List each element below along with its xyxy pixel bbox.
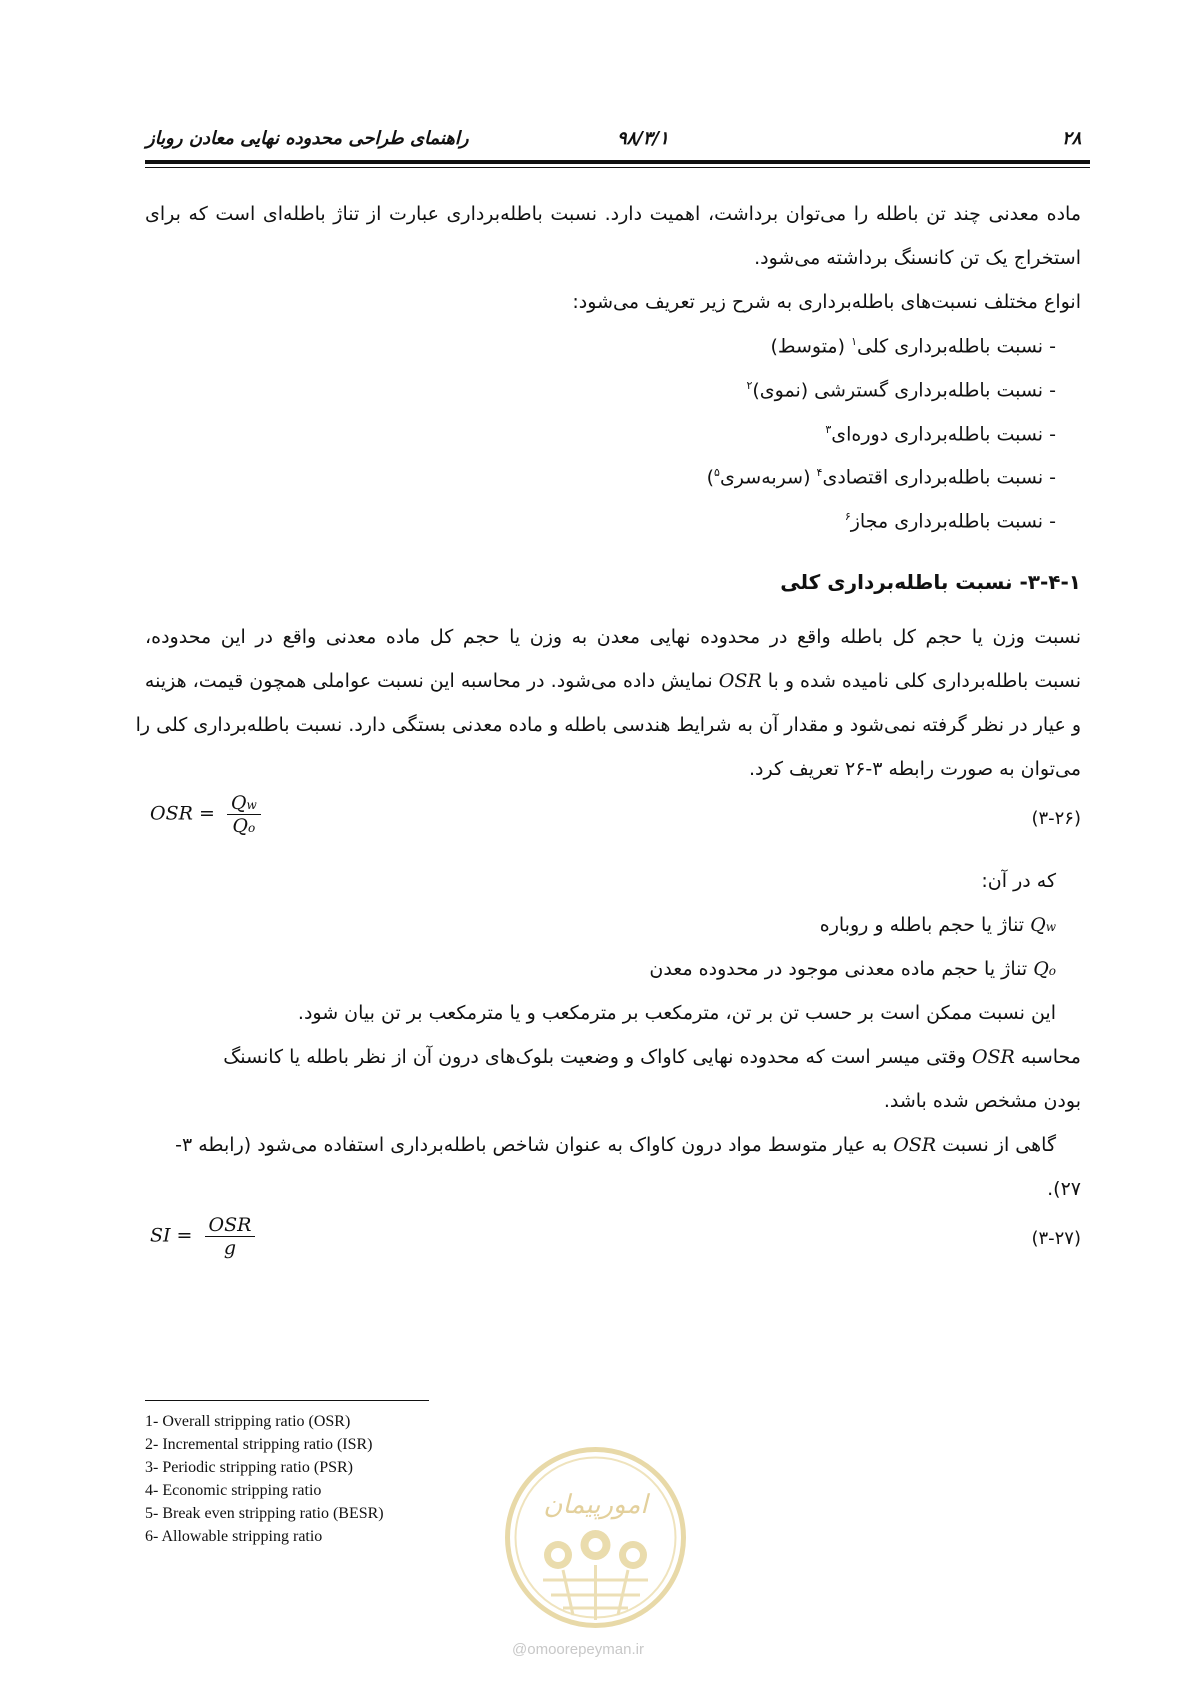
paragraph-2-line-2: نسبت باطله‌برداری کلی نامیده شده و با OSR نمایش داده می‌شود. در محاسبه این نسبت عواملی همچون قیمت، هزینه xyxy=(144,670,1081,692)
watermark-website: @omoorepeyman.ir xyxy=(512,1641,644,1658)
section-heading: ۳-۴-۱- نسبت باطله‌برداری کلی xyxy=(780,570,1081,594)
type-item-2: - نسبت باطله‌برداری گسترشی (نموی)$^۲$ xyxy=(746,379,1056,402)
type-item-1: - نسبت باطله‌برداری کلی$^۱$ (متوسط) xyxy=(770,335,1056,358)
unit-note: این نسبت ممکن است بر حسب تن بر تن، مترمکعب بر مترمکعب و یا مترمکعب بر تن بیان شود. xyxy=(297,1002,1056,1024)
paragraph-2-line-4: می‌توان به صورت رابطه ۳-۲۶ تعریف کرد. xyxy=(748,758,1081,780)
paragraph-4-line-2: ۲۷). xyxy=(1047,1178,1081,1200)
paragraph-4-line-1: گاهی از نسبت OSR به عیار متوسط مواد درون کاواک به عنوان شاخص باطله‌برداری استفاده می‌شود (رابطه ۳- xyxy=(175,1134,1056,1156)
type-item-5: - نسبت باطله‌برداری مجاز$^۶$ xyxy=(844,510,1056,533)
footnote-6: 6- Allowable stripping ratio xyxy=(145,1528,323,1545)
footnote-rule xyxy=(145,1400,429,1401)
footnote-3: 3- Periodic stripping ratio (PSR) xyxy=(145,1459,353,1476)
equation-27: SI = $\frac{\text{OSR}}{g}$ xyxy=(150,1214,255,1259)
definition-qw: Qw تناژ یا حجم باطله و روباره xyxy=(819,914,1056,936)
paragraph-1-line-2: استخراج یک تن کانسنگ برداشته می‌شود. xyxy=(754,247,1081,269)
watermark-seal-icon xyxy=(503,1445,688,1630)
equation-27-number: (۳-۲۷) xyxy=(1031,1228,1081,1249)
header-rule-thin xyxy=(145,167,1090,168)
header-rule-thick xyxy=(145,160,1090,164)
paragraph-2-line-1: نسبت وزن یا حجم کل باطله واقع در محدوده نهایی معدن به وزن یا حجم کل ماده معدنی واقع در این محدوده، xyxy=(145,626,1081,648)
footnote-4: 4- Economic stripping ratio xyxy=(145,1482,322,1499)
page-number: ۲۸ xyxy=(1062,128,1082,149)
header-title: راهنمای طراحی محدوده نهایی معادن روباز xyxy=(146,128,469,149)
paragraph-1-line-1: ماده معدنی چند تن باطله را می‌توان برداشت، اهمیت دارد. نسبت باطله‌برداری عبارت از تناژ باطله‌ای است که برای xyxy=(145,203,1081,225)
paragraph-2-line-3: و عیار در نظر گرفته نمی‌شود و مقدار آن به شرایط هندسی باطله و ماده معدنی بستگی دارد. نسبت باطله‌برداری کلی را xyxy=(135,714,1081,736)
paragraph-3-line-2: بودن مشخص شده باشد. xyxy=(883,1090,1081,1112)
type-item-3: - نسبت باطله‌برداری دوره‌ای$^۳$ xyxy=(825,423,1056,446)
type-item-4: - نسبت باطله‌برداری اقتصادی$^۴$ (سربه‌سری$^۵$) xyxy=(706,466,1056,489)
footnotes xyxy=(145,1410,384,1548)
types-intro: انواع مختلف نسبت‌های باطله‌برداری به شرح زیر تعریف می‌شود: xyxy=(572,291,1081,313)
equation-26-number: (۳-۲۶) xyxy=(1031,808,1081,829)
definition-qo: Qo تناژ یا حجم ماده معدنی موجود در محدوده معدن xyxy=(649,958,1056,980)
footnote-1: 1- Overall stripping ratio (OSR) xyxy=(145,1413,351,1430)
svg-text:امورپیمان: امورپیمان xyxy=(543,1490,648,1520)
paragraph-3-line-1: محاسبه OSR وقتی میسر است که محدوده نهایی کاواک و وضعیت بلوک‌های درون آن از نظر باطله یا کانسنگ xyxy=(223,1046,1081,1068)
footnote-2: 2- Incremental stripping ratio (ISR) xyxy=(145,1436,373,1453)
header-date: ۹۸/۳/۱ xyxy=(617,128,669,149)
equation-26: OSR = $\frac{Qw}{Qo}$ xyxy=(150,792,261,837)
footnote-5: 5- Break even stripping ratio (BESR) xyxy=(145,1505,384,1522)
where-label: که در آن: xyxy=(981,870,1056,892)
at-icon: @ xyxy=(512,1641,528,1658)
